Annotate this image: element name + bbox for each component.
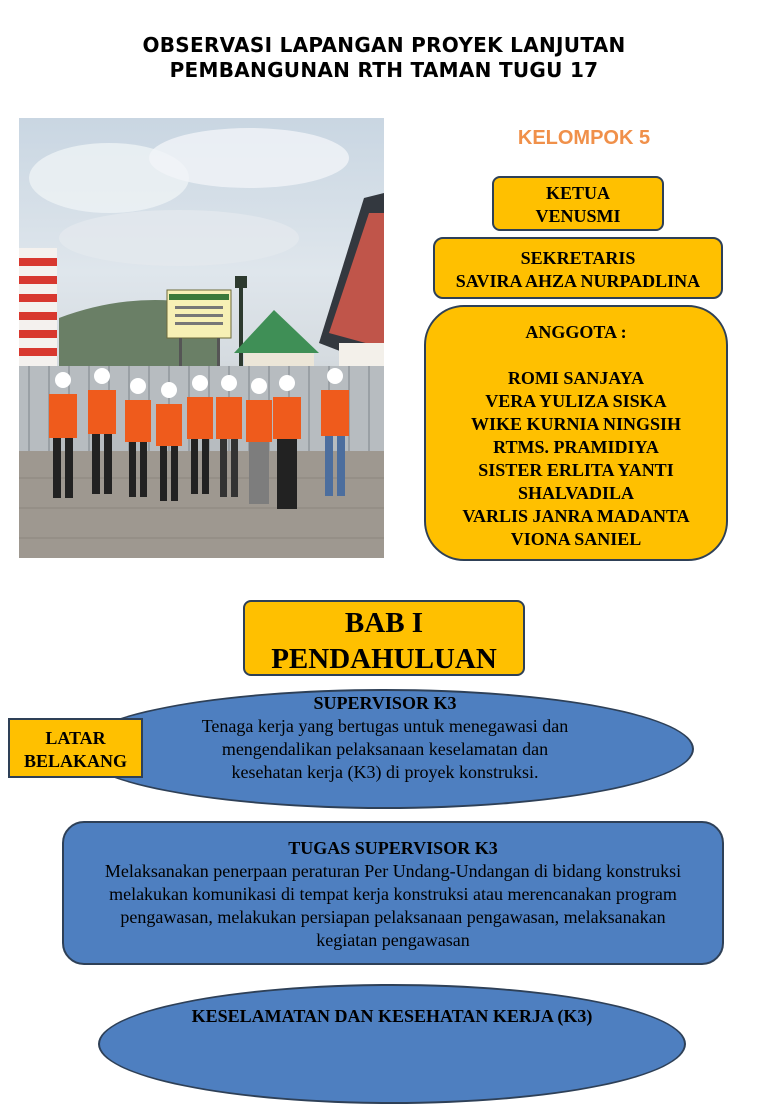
title-line-2: PEMBANGUNAN RTH TAMAN TUGU 17 <box>169 58 599 82</box>
member-item: RTMS. PRAMIDIYA <box>493 437 659 457</box>
ketua-box <box>492 176 664 231</box>
chapter-heading <box>243 600 525 676</box>
tugas-line: melakukan komunikasi di tempat kerja konstruksi atau merencanakan program <box>109 884 677 904</box>
supervisor-line: mengendalikan pelaksanaan keselamatan dan <box>221 739 549 759</box>
latar-line-1: LATAR <box>45 728 106 748</box>
tugas-line: kegiatan pengawasan <box>316 930 470 950</box>
latar-belakang-box <box>8 718 143 778</box>
sekretaris-name: SAVIRA AHZA NURPADLINA <box>455 271 701 291</box>
member-item: VIONA SANIEL <box>510 529 642 549</box>
supervisor-heading: SUPERVISOR K3 <box>313 693 457 713</box>
member-item: WIKE KURNIA NINGSIH <box>470 414 682 434</box>
title-line-1: OBSERVASI LAPANGAN PROYEK LANJUTAN <box>142 33 626 57</box>
tugas-line: Melaksanakan penerpaan peraturan Per Undang-Undangan di bidang konstruksi <box>104 861 682 881</box>
member-item: SHALVADILA <box>517 483 635 503</box>
k3-heading: KESELAMATAN DAN KESEHATAN KERJA (K3) <box>191 1006 593 1026</box>
sekretaris-label: SEKRETARIS <box>520 248 636 268</box>
ketua-name: VENUSMI <box>535 206 621 226</box>
member-item: ROMI SANJAYA <box>507 368 645 388</box>
k3-ellipse <box>98 984 686 1104</box>
tugas-line: pengawasan, melakukan persiapan pelaksanaan pengawasan, melaksanakan <box>120 907 666 927</box>
tugas-box <box>62 821 724 965</box>
member-item: SISTER ERLITA YANTI <box>478 460 674 480</box>
supervisor-line: kesehatan kerja (K3) di proyek konstruksi. <box>231 762 539 782</box>
ketua-label: KETUA <box>545 183 610 203</box>
group-photo <box>19 118 384 558</box>
supervisor-ellipse <box>76 689 694 809</box>
member-item: VARLIS JANRA MADANTA <box>462 506 690 526</box>
chapter-number: BAB I <box>344 607 424 639</box>
member-item: VERA YULIZA SISKA <box>485 391 667 411</box>
sekretaris-box <box>433 237 723 299</box>
chapter-title: PENDAHULUAN <box>271 643 497 675</box>
group-name: KELOMPOK 5 <box>517 127 651 149</box>
latar-line-2: BELAKANG <box>23 751 128 771</box>
anggota-label: ANGGOTA : <box>525 322 627 342</box>
anggota-box <box>424 305 728 561</box>
document-title <box>0 33 768 83</box>
tugas-heading: TUGAS SUPERVISOR K3 <box>288 838 498 858</box>
supervisor-line: Tenaga kerja yang bertugas untuk menegawasi dan <box>201 716 569 736</box>
